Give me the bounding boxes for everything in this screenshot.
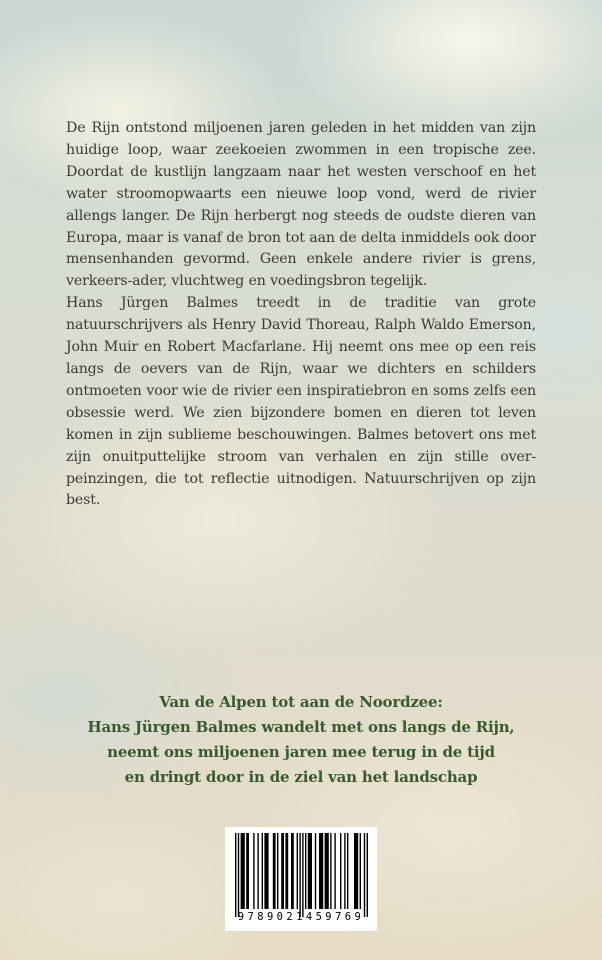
barcode-bar-7	[262, 833, 263, 909]
barcode-bar-21	[325, 833, 329, 909]
barcode-bar-26	[347, 833, 348, 909]
barcode-bar-14	[297, 833, 298, 909]
barcode-bar-19	[315, 833, 316, 909]
barcode-bar-5	[253, 833, 254, 909]
tagline-line-4: en dringt door in de ziel van het landschap	[124, 768, 478, 786]
barcode-bar-10	[277, 833, 278, 909]
barcode-bar-13	[291, 833, 294, 909]
barcode-bar-4	[246, 833, 249, 909]
isbn-digits: 9789021459769	[237, 911, 365, 923]
barcode-bar-15	[299, 833, 300, 917]
barcode-bar-2	[238, 833, 239, 917]
barcode-bar-8	[264, 833, 268, 909]
barcode-bar-18	[308, 833, 312, 909]
barcode-bar-1	[235, 833, 236, 917]
barcode-bar-28	[360, 833, 361, 909]
barcode-bar-9	[273, 833, 276, 909]
barcode-bar-11	[281, 833, 284, 909]
barcode-bar-3	[241, 833, 245, 909]
barcode-bar-23	[334, 833, 335, 909]
tagline-line-1: Van de Alpen tot aan de Noordzee:	[159, 693, 443, 711]
tagline-line-2: Hans Jürgen Balmes wandelt met ons langs de Rijn,	[87, 718, 515, 736]
barcode-bar-17	[305, 833, 306, 909]
barcode-bar-24	[340, 833, 341, 909]
blurb-paragraph-2: Hans Jürgen Balmes treedt in de traditie van grote natuurschrijvers als Henry David Thoreau, Ralph Waldo Emerson, John Muir en Robert Macfarlane. Hij neemt ons mee op een reis langs de oevers van de Rijn, waar we dichters en schilders ontmoeten voor wie de rivier een inspiratiebron en soms zelfs een obsessie werd. We zien bijzondere bomen en dieren tot leven komen in zijn sublieme beschouwingen. Balmes betovert ons met zijn onuitputtelijke stroom van verhalen en zijn stille over-peinzingen, die tot reflectie uitnodigen. Natuurschrijven op zijn best.	[66, 295, 536, 509]
barcode-bar-25	[344, 833, 345, 909]
barcode-bar-29	[364, 833, 365, 917]
barcode-bar-20	[319, 833, 323, 909]
barcode-bar-12	[285, 833, 288, 909]
blurb-text	[66, 118, 536, 512]
barcode-bar-16	[302, 833, 303, 917]
barcode-bar-30	[367, 833, 368, 917]
barcode-bar-27	[354, 833, 358, 909]
isbn-barcode	[225, 827, 377, 931]
barcode-bar-22	[330, 833, 331, 909]
tagline	[60, 690, 542, 790]
tagline-line-3: neemt ons miljoenen jaren mee terug in de tijd	[107, 743, 495, 761]
blurb-paragraph-1: De Rijn ontstond miljoenen jaren geleden in het midden van zijn huidige loop, waar zeekoeien zwommen in een tropische zee. Doordat de kustlijn langzaam naar het westen verschoof en het water stroomopwaarts een nieuwe loop vond, werd de rivier allengs langer. De Rijn herbergt nog steeds de oudste dieren van Europa, maar is vanaf de bron tot aan de delta inmiddels ook door mensenhanden gevormd. Geen enkele andere rivier is grens, verkeers-ader, vluchtweg en voedingsbron tegelijk.	[66, 120, 536, 290]
barcode-bar-6	[257, 833, 258, 909]
